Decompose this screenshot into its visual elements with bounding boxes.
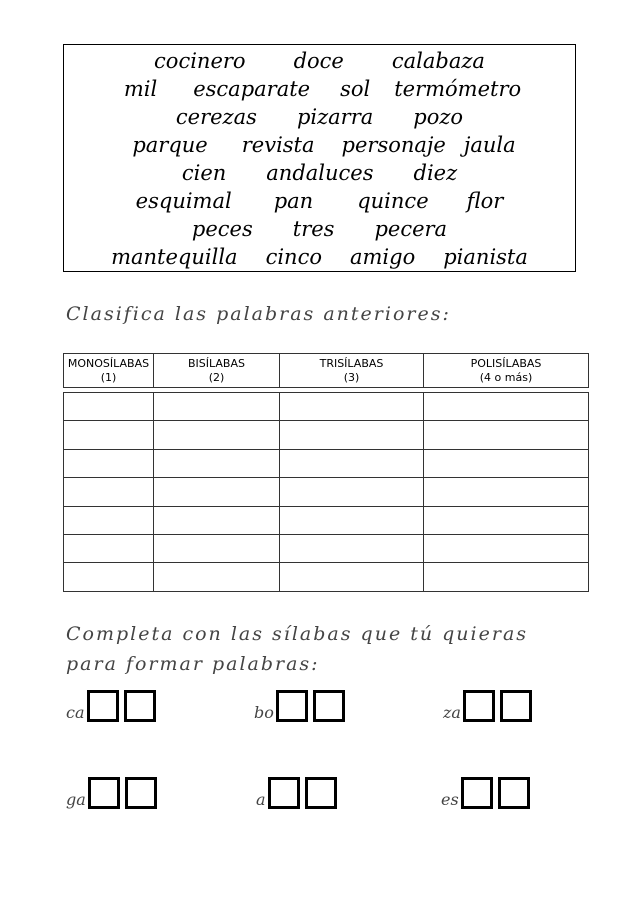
table-row bbox=[64, 393, 589, 421]
header-sub: (2) bbox=[208, 370, 225, 384]
answer-cell[interactable] bbox=[154, 534, 280, 562]
answer-cell[interactable] bbox=[280, 421, 424, 449]
word: cinco bbox=[265, 245, 322, 269]
word: pianista bbox=[443, 245, 528, 269]
answer-cell[interactable] bbox=[64, 506, 154, 534]
header-trisilabas bbox=[280, 354, 424, 388]
syllable-exercise bbox=[441, 777, 535, 809]
syllable-prefix: ca bbox=[66, 703, 85, 722]
answer-cell[interactable] bbox=[64, 421, 154, 449]
answer-cell[interactable] bbox=[154, 506, 280, 534]
word: tres bbox=[292, 217, 335, 241]
answer-cell[interactable] bbox=[280, 563, 424, 591]
word-row bbox=[64, 161, 575, 185]
answer-cell[interactable] bbox=[154, 449, 280, 477]
answer-cell[interactable] bbox=[280, 478, 424, 506]
syllable-box[interactable] bbox=[87, 690, 119, 722]
classification-header bbox=[63, 353, 589, 388]
answer-cell[interactable] bbox=[64, 449, 154, 477]
instruction-complete-line1: Completa con las sílabas que tú quieras bbox=[66, 623, 529, 645]
table-row bbox=[64, 478, 589, 506]
syllable-box[interactable] bbox=[313, 690, 345, 722]
word: diez bbox=[413, 161, 458, 185]
syllable-box[interactable] bbox=[124, 690, 156, 722]
answer-cell[interactable] bbox=[64, 393, 154, 421]
word-box bbox=[63, 44, 576, 272]
instruction-complete-line2: para formar palabras: bbox=[66, 653, 320, 675]
header-polisilabas bbox=[424, 354, 589, 388]
word: esquimal bbox=[135, 189, 232, 213]
word: termómetro bbox=[394, 77, 522, 101]
word: doce bbox=[293, 49, 344, 73]
syllable-exercise bbox=[254, 690, 350, 722]
word: calabaza bbox=[391, 49, 485, 73]
syllable-box[interactable] bbox=[305, 777, 337, 809]
table-row bbox=[64, 563, 589, 591]
syllable-prefix: za bbox=[443, 703, 461, 722]
syllable-exercise bbox=[66, 690, 161, 722]
answer-cell[interactable] bbox=[64, 563, 154, 591]
word-row bbox=[64, 77, 575, 101]
answer-cell[interactable] bbox=[424, 393, 589, 421]
syllable-box[interactable] bbox=[498, 777, 530, 809]
word: escaparate bbox=[193, 77, 311, 101]
word: sol bbox=[340, 77, 371, 101]
header-sub: (4 o más) bbox=[479, 370, 533, 384]
word: pozo bbox=[413, 105, 464, 129]
word-row bbox=[64, 245, 575, 269]
word: andaluces bbox=[266, 161, 374, 185]
word-row bbox=[64, 189, 575, 213]
syllable-prefix: bo bbox=[254, 703, 274, 722]
word: cien bbox=[181, 161, 227, 185]
word: amigo bbox=[349, 245, 416, 269]
syllable-exercise bbox=[256, 777, 342, 809]
answer-cell[interactable] bbox=[424, 563, 589, 591]
header-title: TRISÍLABAS bbox=[319, 356, 384, 370]
answer-cell[interactable] bbox=[424, 478, 589, 506]
syllable-box[interactable] bbox=[125, 777, 157, 809]
instruction-classify: Clasifica las palabras anteriores: bbox=[66, 303, 451, 325]
answer-cell[interactable] bbox=[154, 393, 280, 421]
table-row bbox=[64, 534, 589, 562]
answer-cell[interactable] bbox=[280, 449, 424, 477]
header-monosilabas bbox=[64, 354, 154, 388]
syllable-box[interactable] bbox=[268, 777, 300, 809]
word: personaje bbox=[341, 133, 446, 157]
answer-cell[interactable] bbox=[154, 563, 280, 591]
word: flor bbox=[466, 189, 504, 213]
word: cocinero bbox=[154, 49, 246, 73]
syllable-prefix: a bbox=[256, 790, 266, 809]
syllable-prefix: ga bbox=[66, 790, 86, 809]
word: jaula bbox=[463, 133, 516, 157]
answer-cell[interactable] bbox=[154, 478, 280, 506]
word: revista bbox=[241, 133, 315, 157]
header-sub: (1) bbox=[100, 370, 117, 384]
header-title: POLISÍLABAS bbox=[470, 356, 542, 370]
word: peces bbox=[191, 217, 253, 241]
table-row bbox=[64, 506, 589, 534]
header-title: MONOSÍLABAS bbox=[67, 356, 150, 370]
answer-cell[interactable] bbox=[424, 421, 589, 449]
word: mantequilla bbox=[111, 245, 238, 269]
answer-cell[interactable] bbox=[280, 506, 424, 534]
header-row bbox=[64, 354, 589, 388]
word: pizarra bbox=[296, 105, 374, 129]
syllable-box[interactable] bbox=[461, 777, 493, 809]
word: quince bbox=[357, 189, 429, 213]
word: pan bbox=[273, 189, 314, 213]
syllable-box[interactable] bbox=[463, 690, 495, 722]
word-row bbox=[64, 105, 575, 129]
answer-cell[interactable] bbox=[154, 421, 280, 449]
answer-cell[interactable] bbox=[424, 534, 589, 562]
answer-cell[interactable] bbox=[280, 393, 424, 421]
syllable-box[interactable] bbox=[88, 777, 120, 809]
table-row bbox=[64, 449, 589, 477]
answer-cell[interactable] bbox=[64, 534, 154, 562]
word: mil bbox=[123, 77, 158, 101]
syllable-exercise bbox=[66, 777, 162, 809]
table-row bbox=[64, 421, 589, 449]
syllable-box[interactable] bbox=[276, 690, 308, 722]
header-title: BISÍLABAS bbox=[188, 356, 245, 370]
syllable-box[interactable] bbox=[500, 690, 532, 722]
classification-table bbox=[63, 392, 589, 592]
word-row bbox=[64, 133, 575, 157]
syllable-prefix: es bbox=[441, 790, 459, 809]
answer-cell[interactable] bbox=[424, 449, 589, 477]
word: pecera bbox=[374, 217, 448, 241]
word-row bbox=[64, 49, 575, 73]
answer-cell[interactable] bbox=[64, 478, 154, 506]
word: parque bbox=[132, 133, 208, 157]
answer-cell[interactable] bbox=[280, 534, 424, 562]
answer-cell[interactable] bbox=[424, 506, 589, 534]
word: cerezas bbox=[175, 105, 257, 129]
syllable-exercise bbox=[443, 690, 537, 722]
header-sub: (3) bbox=[343, 370, 360, 384]
word-row bbox=[64, 217, 575, 241]
header-bisilabas bbox=[154, 354, 280, 388]
